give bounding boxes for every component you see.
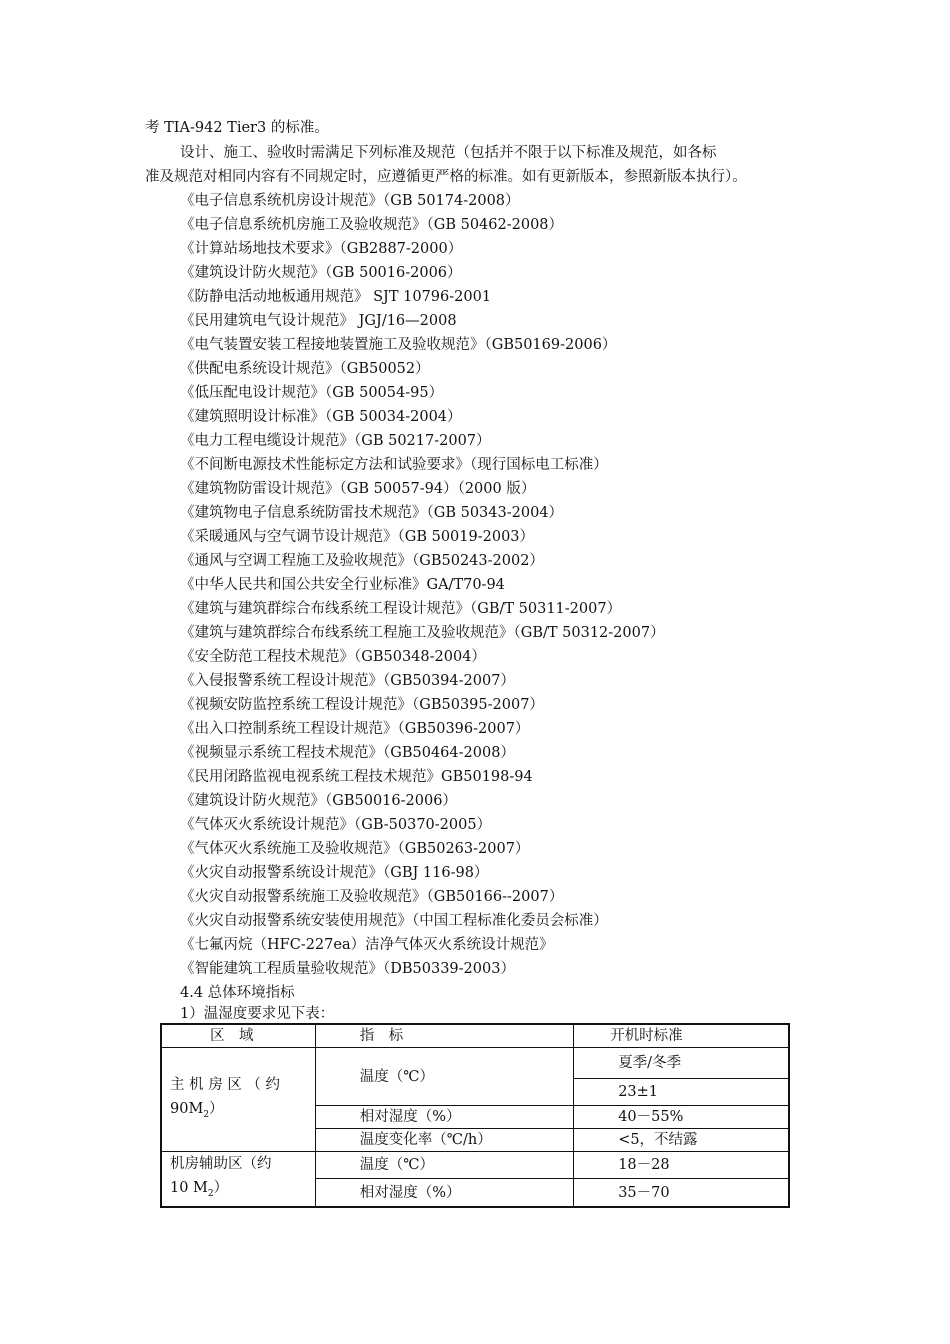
- header-area: 区 域: [161, 1024, 315, 1048]
- area-aux-name-1: 机房辅助区（约: [170, 1156, 272, 1172]
- standard-item: 《火灾自动报警系统设计规范》（GBJ 116-98）: [180, 865, 489, 881]
- standard-item: 《电气装置安装工程接地装置施工及验收规范》（GB50169-2006）: [180, 337, 617, 353]
- standard-item: 《七氟丙烷（HFC-227ea）洁净气体灭火系统设计规范》: [180, 937, 554, 953]
- standard-item: 《电子信息系统机房设计规范》（GB 50174-2008）: [180, 193, 520, 209]
- aux-humidity-label: 相对湿度（%）: [315, 1179, 573, 1207]
- standard-item: 《供配电系统设计规范》（GB50052）: [180, 361, 430, 377]
- standard-item: 《采暖通风与空气调节设计规范》（GB 50019-2003）: [180, 529, 535, 545]
- standard-item: 《中华人民共和国公共安全行业标准》GA/T70-94: [180, 577, 505, 593]
- standard-item: 《防静电活动地板通用规范》 SJT 10796-2001: [180, 289, 492, 305]
- standard-item: 《电力工程电缆设计规范》（GB 50217-2007）: [180, 433, 491, 449]
- area-main-room: [161, 1048, 315, 1152]
- area-main-name-close: ）: [209, 1100, 224, 1117]
- environment-table: [160, 1023, 790, 1208]
- standard-item: 《视频显示系统工程技术规范》（GB50464-2008）: [180, 745, 515, 761]
- main-humidity-label: 相对湿度（%）: [315, 1106, 573, 1129]
- standard-item: 《智能建筑工程质量验收规范》（DB50339-2003）: [180, 961, 515, 977]
- standard-item: 《入侵报警系统工程设计规范》（GB50394-2007）: [180, 673, 515, 689]
- area-main-unit-sup: 2: [203, 1109, 210, 1120]
- table-row: [161, 1152, 789, 1179]
- table-row: [161, 1048, 789, 1079]
- main-humidity-value: 40－55%: [574, 1106, 789, 1129]
- standard-item: 《火灾自动报警系统安装使用规范》（中国工程标准化委员会标准）: [180, 913, 608, 929]
- main-rate-value: <5，不结露: [574, 1129, 789, 1152]
- main-temp-value: 23±1: [574, 1079, 789, 1106]
- header-standard: 开机时标准: [574, 1024, 789, 1048]
- area-main-name-1: 主 机 房 区 （ 约: [170, 1076, 281, 1093]
- intro-line-2: 设计、施工、验收时需满足下列标准及规范（包括并不限于以下标准及规范，如各标: [180, 145, 717, 161]
- standard-item: 《建筑设计防火规范》（GB 50016-2006）: [180, 265, 462, 281]
- standard-item: 《建筑物防雷设计规范》（GB 50057-94）（2000 版）: [180, 481, 536, 497]
- intro-line-1: 考 TIA-942 Tier3 的标准。: [145, 120, 329, 136]
- standard-item: 《通风与空调工程施工及验收规范》（GB50243-2002）: [180, 553, 544, 569]
- standard-item: 《气体灭火系统施工及验收规范》（GB50263-2007）: [180, 841, 530, 857]
- main-temp-season: 夏季/冬季: [574, 1048, 789, 1079]
- aux-temp-label: 温度（℃）: [315, 1152, 573, 1179]
- standard-item: 《气体灭火系统设计规范》（GB-50370-2005）: [180, 817, 492, 833]
- standard-item: 《低压配电设计规范》（GB 50054-95）: [180, 385, 444, 401]
- aux-humidity-value: 35－70: [574, 1179, 789, 1207]
- standard-item: 《不间断电源技术性能标定方法和试验要求》（现行国标电工标准）: [180, 457, 608, 473]
- standard-item: 《电子信息系统机房施工及验收规范》（GB 50462-2008）: [180, 217, 564, 233]
- standard-item: 《出入口控制系统工程设计规范》（GB50396-2007）: [180, 721, 530, 737]
- table-header-row: [161, 1024, 789, 1048]
- standard-item: 《安全防范工程技术规范》（GB50348-2004）: [180, 649, 486, 665]
- header-indicator: 指 标: [315, 1024, 573, 1048]
- standard-item: 《民用建筑电气设计规范》 JGJ/16—2008: [180, 313, 457, 329]
- section-subheading: 1）温湿度要求见下表：: [180, 1006, 335, 1022]
- area-aux-name-close: ）: [213, 1180, 229, 1196]
- standard-item: 《建筑设计防火规范》（GB50016-2006）: [180, 793, 457, 809]
- aux-temp-value: 18－28: [574, 1152, 789, 1179]
- standard-item: 《火灾自动报警系统施工及验收规范》（GB50166--2007）: [180, 889, 564, 905]
- main-rate-label: 温度变化率（℃/h）: [315, 1129, 573, 1152]
- area-aux-unit-sup: 2: [207, 1188, 214, 1199]
- standard-item: 《民用闭路监视电视系统工程技术规范》GB50198-94: [180, 769, 533, 785]
- section-heading: 4.4 总体环境指标: [180, 985, 295, 1001]
- main-temp-label: 温度（℃）: [315, 1048, 573, 1106]
- intro-line-3: 准及规范对相同内容有不同规定时，应遵循更严格的标准。如有更新版本，参照新版本执行）。: [145, 169, 747, 185]
- standard-item: 《建筑与建筑群综合布线系统工程设计规范》（GB/T 50311-2007）: [180, 601, 622, 617]
- standard-item: 《计算站场地技术要求》（GB2887-2000）: [180, 241, 463, 257]
- standard-item: 《建筑物电子信息系统防雷技术规范》（GB 50343-2004）: [180, 505, 564, 521]
- standard-item: 《视频安防监控系统工程设计规范》（GB50395-2007）: [180, 697, 544, 713]
- area-aux-room: [161, 1152, 315, 1207]
- area-aux-name-2: 10 M: [170, 1180, 208, 1196]
- standard-item: 《建筑与建筑群综合布线系统工程施工及验收规范》（GB/T 50312-2007）: [180, 625, 665, 641]
- standard-item: 《建筑照明设计标准》（GB 50034-2004）: [180, 409, 462, 425]
- area-main-name-2: 90M: [170, 1100, 204, 1117]
